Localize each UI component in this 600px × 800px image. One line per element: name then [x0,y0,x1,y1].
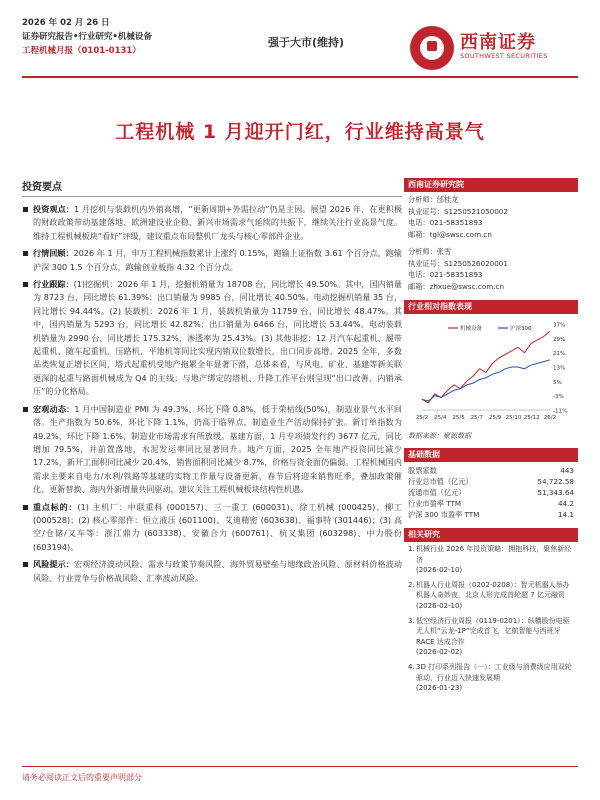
logo-inner-mark [427,41,437,51]
report-title: 工程机械 1 月迎开门红，行业维持高景气 [115,121,485,143]
relative-index-chart [404,316,578,428]
x-tick-label: 25/4 [434,415,447,421]
basic-key: 流通市值（亿元） [408,488,466,497]
related-number: 1. [408,545,415,553]
bullet-label: 宏观动态： [33,403,75,414]
analyst-email[interactable]: 邮箱：tgl@swsc.com.cn [408,229,492,239]
analyst-email[interactable]: 邮箱：zhxue@swsc.com.cn [408,281,505,291]
basic-key: 行业市盈率 TTM [408,499,462,508]
header-divider [22,76,578,78]
chart-source: 数据来源：聚源数据 [408,432,471,440]
analyst-phone: 电话：021-58351893 [408,270,483,279]
bullet-text: 2026 年 1 月，申万工程机械指数累计上涨约 0.15%，跑输上证指数 3.61 个百分点，跑输沪深 300 1.5 个百分点，跑输创业板指 4.32 个百分点。 [33,248,402,272]
basic-value: 443 [560,466,574,475]
basic-data-row [404,465,578,476]
report-date: 2026 年 02 月 26 日 [22,18,110,28]
summary-bullet [22,403,402,497]
analyst-phone: 电话：021-58351893 [408,218,483,227]
related-number: 4. [408,662,415,671]
basic-data-row [404,509,578,520]
bullet-text: (1)挖掘机：2026 年 1 月，挖掘机销量为 18708 台，同比增长 49.50%。其中，国内销量为 8723 台，同比增长 61.39%；出口销量为 9985 台，同比增长 40.50%。电动挖掘机销量 35 台，同比增长 94.44%。(2) 装载机：2026 年 1 月，装载机销量为 11759 台，同比增长 48.47%。其中，国内销量为 5293 台，同比增长 42.82%；出口销量为 6466 台，同比增长 53.44%。电动装载机销量为 2990 台，同比增长 175.32%，渗透率为 25.43%。(3) 其他非挖：12 月汽车起重机、履带起重机、随车起重机、压路机、平地机等同比实现内销双位数增长，出口同步高增。2025 全年，多数品类恢复正增长区间，塔式起重机受地产拖累全年显著下滑，总体来看，与风电、矿业、基建等新关联更深的起重与路面机械成为 Q4 的主线；与地产绑定的塔机、升降工作平台则呈现“出口改善、内销承压”的分化格局。 [33,279,402,397]
summary-heading: 投资要点 [22,178,402,197]
analyst-name: 分析师：邰桂龙 [408,195,459,204]
summary-bullet [22,278,402,399]
related-date: (2026-01-23) [416,684,463,693]
legend-label: 机械设备 [460,326,483,332]
analyst-cert: 执业证号：S1250526020001 [408,258,508,268]
bullet-label: 重点标的： [33,501,78,512]
analyst-name: 分析师：张雪 [408,247,452,256]
related-item[interactable] [404,542,578,578]
related-item[interactable] [404,660,578,696]
related-body [408,662,574,694]
series-line-0 [422,331,550,403]
institute-heading: 西南证券研究院 [404,178,578,192]
bullet-label: 投资观点： [33,204,75,214]
x-tick-label: 25/5 [452,415,465,421]
related-title: 3D 打印系列报告（一）：工业级与消费级应用双轮驱动，行业迈入快速发展期 [416,662,572,682]
x-tick-label: 25/2 [415,415,429,421]
y-tick-label: 29% [553,336,566,343]
footer-divider [22,766,578,767]
chart-heading: 行业相对指数表现 [404,300,578,314]
x-tick-label: 26/2 [543,415,557,421]
legend-label: 沪深300 [510,326,532,332]
analyst-cert: 执业证号：S1250521050002 [408,206,508,216]
bullet-text: (1) 主机厂：中联重科 (000157)、三一重工 (600031)、徐工机械 (000425)、柳工 (000528)；(2) 核心零部件：恒立液压 (601100)、艾迪精密 (603638)、福事特 (301446)；(3) 高空/仓储/叉车等：浙江鼎力 (603338)、安徽合力 (600761)、杭叉集团 (603298)、中力股份 (603194)。 [33,501,402,552]
basic-value: 54,722.58 [537,477,574,486]
related-item[interactable] [404,578,578,614]
bullet-text: 1 月挖机与装载机内外销高增，“更新周期+外需拉动”仍是主因。展望 2026 年，在更积极的财政政策带动基建落地、欧洲建设业企稳、新兴市场需求气延续的共振下，继续关注行业高景气度。维持工程机械板块“看好”评级，建议重点布局整机厂龙头与核心零部件企业。 [33,204,402,241]
related-number: 3. [408,616,415,625]
sidebar [404,178,578,696]
summary-bullet [22,247,402,274]
basic-value: 14.1 [557,510,574,519]
bullet-label: 风险提示： [33,559,75,570]
basic-heading: 基础数据 [404,448,578,462]
related-item[interactable] [404,614,578,660]
basic-data-table [404,462,578,520]
basic-data-row [404,487,578,498]
bullet-text: 宏观经济波动风险、需求与政策节奏风险、海外贸易壁垒与地缘政治风险、原材料价格波动风险、行业竞争与价格战风险、汇率波动风险。 [33,559,402,583]
summary-section [22,178,402,589]
basic-value: 51,343.64 [537,488,574,497]
report-series: 工程机械月报（0101-0131） [22,46,141,56]
basic-key: 沪深 300 市盈率 TTM [408,510,480,519]
bullet-text: 1 月中国制造业 PMI 为 49.3%，环比下降 0.8%，低于荣枯线(50%)，制造业景气水平回落。生产指数为 50.6%，环比下降 1.1%，仍高于临界点，制造业生产活动保持扩张。新订单指数为 49.2%，环比下降 1.6%，制造业市场需求有所放缓。基建方面，1 月专项债发行约 3677 亿元，同比增加 79.5%，并前置落地，水泥发运率同比显著回升。地产方面，2025 全年地产投资同比减少 17.2%，新开工面积同比减少 20.4%，销售面积同比减少 8.7%，价格与资金面仍偏弱。工程机械国内需求主要来自电力/水利/铁路等基建的实物工作量与设备更新，春节后将迎来销售旺季，叠加政策催化、更新替换、海内外新增量共同驱动，建议关注工程机械板块结构性机遇。 [33,403,402,495]
x-tick-label: 25/9 [488,415,502,421]
bullet-label: 行情回顾： [33,248,74,259]
related-body [408,544,574,576]
y-tick-label: 13% [553,365,566,372]
logo-en: SOUTHWEST SECURITIES [460,52,548,60]
summary-bullet [22,501,402,555]
basic-value: 44.2 [557,499,574,508]
header-left [22,16,152,58]
footer-disclaimer: 请务必阅读正文后的重要声明部分 [22,773,142,782]
related-list [404,542,578,696]
basic-data-row [404,476,578,487]
basic-data-row [404,498,578,509]
y-tick-label: 5% [553,379,562,386]
related-body [408,616,574,658]
related-title: 低空经济行业周报（0119-0201）：纵横股份电驱无人机“云龙-1P”完成首飞，亿航智能与西班牙 RACE 达成合作 [416,616,570,646]
related-date: (2026-02-02) [416,648,463,657]
y-tick-label: -11% [553,408,568,415]
basic-key: 行业总市值（亿元） [408,477,473,486]
related-title: 机械行业 2026 年投资策略：拥抱科技，聚焦新经济 [416,545,572,564]
y-tick-label: -3% [553,394,564,401]
x-tick-label: 25/7 [470,415,484,421]
y-tick-label: 37% [553,322,566,329]
related-date: (2026-02-10) [416,601,463,610]
basic-key: 股票家数 [408,466,437,475]
related-number: 2. [408,580,415,589]
analyst-block [404,192,578,294]
y-tick-label: 21% [553,351,566,358]
bullet-label: 行业跟踪： [33,279,74,290]
related-body [408,580,574,612]
x-tick-label: 25/10 [505,415,522,421]
summary-bullet [22,203,402,243]
related-heading: 相关研究 [404,528,578,542]
summary-bullet [22,558,402,585]
report-type: 证券研究报告•行业研究•机械设备 [22,32,152,42]
x-tick-label: 25/12 [523,415,540,421]
rating: 强于大市(维持) [268,36,345,49]
related-date: (2026-02-10) [416,566,463,575]
related-title: 机器人行业周报（0202-0208）：智元机器人举办机器人奇妙夜，北京人形完成首轮超 7 亿元融资 [416,580,570,600]
chart-svg [404,316,578,428]
logo-cn: 西南证券 [460,32,536,53]
company-logo [410,24,550,74]
series-line-1 [422,360,550,401]
